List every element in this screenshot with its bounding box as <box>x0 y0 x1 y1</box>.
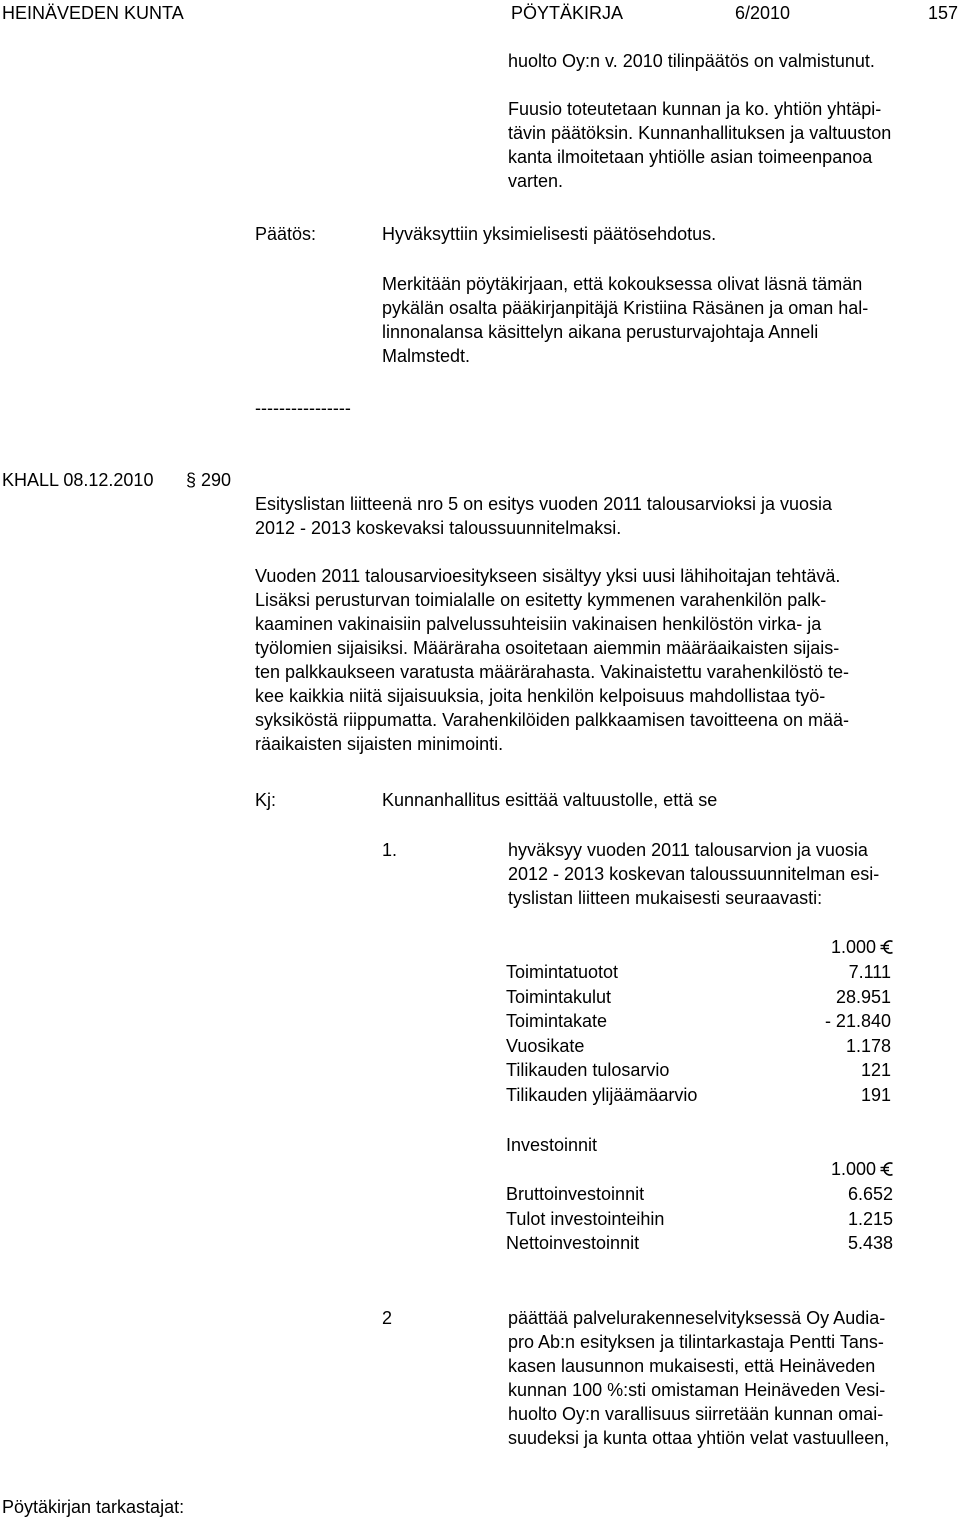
section-body: Vuoden 2011 talousarvioesitykseen sisältyy yksi uusi lähihoitajan tehtävä. Lisäksi perusturvan toimialalle on esitetty kymmenen varahenkilön palk- kaaminen vakinaisiin palvelussuhteisiin vakinaisen henkilöstön virka- ja työlomien sijaisiksi. Määräraha osoitetaan aiemmin määräaikaisten sijais- ten palkkaukseen varatusta määrärahasta. Vakinaistettu varahenkilöstö te- kee kaikkia niitä sijaisuuksia, joita henkilön kelpoisuus mahdollistaa työ- syksiköstä riippumatta. Varahenkilöiden palkkaamisen tavoitteena on mää- räaikaisten sijaisten minimointi. <box>255 566 849 754</box>
budget-unit-value: 1.000 <box>830 937 876 957</box>
table-row-label: Bruttoinvestoinnit <box>506 1184 645 1204</box>
euro-icon <box>880 1161 894 1177</box>
inspectors-label: Pöytäkirjan tarkastajat: <box>2 1497 185 1517</box>
table-row-label: Tulot investointeihin <box>506 1208 665 1229</box>
prev-paragraph-1: huolto Oy:n v. 2010 tilinpäätös on valmistunut. <box>508 51 875 71</box>
section-separator: ---------------- <box>255 398 351 418</box>
decision-text: Hyväksyttiin yksimielisesti päätösehdotus. <box>382 224 717 244</box>
decision-label: Päätös: <box>255 224 317 244</box>
table-row-value: 121 <box>860 1060 891 1081</box>
table-row-label: Toimintakulut <box>506 986 612 1007</box>
investments-unit-value: 1.000 <box>830 1159 876 1179</box>
table-row-value: 5.438 <box>847 1233 893 1254</box>
investments-unit <box>740 1157 894 1181</box>
kj-label: Kj: <box>255 790 277 810</box>
table-row-value: 7.111 <box>848 962 891 982</box>
item-1-number: 1. <box>382 840 398 860</box>
table-row-value: - 21.840 <box>824 1011 891 1032</box>
item-2-number: 2 <box>382 1308 393 1328</box>
table-row-label: Toimintakate <box>506 1011 608 1032</box>
table-row-value: 1.178 <box>845 1035 891 1056</box>
item-1-text: hyväksyy vuoden 2011 talousarvion ja vuosia 2012 - 2013 koskevan taloussuunnitelman esi- tyslistan liitteen mukaisesti seuraavasti: <box>508 840 880 908</box>
table-row-label: Tilikauden tulosarvio <box>506 1060 670 1081</box>
prev-paragraph-2: Fuusio toteutetaan kunnan ja ko. yhtiön yhtäpi- tävin päätöksin. Kunnanhallituksen ja valtuuston kanta ilmoitetaan yhtiölle asian toimeenpanoa varten. <box>508 99 892 191</box>
table-row-label: Vuosikate <box>506 1035 585 1056</box>
budget-unit <box>740 935 894 959</box>
section-sign: § <box>186 470 197 490</box>
header-org: HEINÄVEDEN KUNTA <box>2 3 184 23</box>
header-doc-number: 6/2010 <box>735 3 791 23</box>
table-row-value: 191 <box>860 1085 891 1105</box>
section-intro: Esityslistan liitteenä nro 5 on esitys vuoden 2011 talousarvioksi ja vuosia 2012 - 2013 koskevaksi taloussuunnitelmaksi. <box>255 494 832 538</box>
table-row-value: 6.652 <box>847 1184 893 1204</box>
attendance-note: Merkitään pöytäkirjaan, että kokouksessa olivat läsnä tämän pykälän osalta pääkirjanpitäjä Kristiina Räsänen ja oman hal- linnonalansa käsittelyn aikana perusturvajohtaja Anneli Malmstedt. <box>382 274 869 366</box>
paragraph-number-value: 290 <box>201 470 232 490</box>
table-row-value: 28.951 <box>835 986 891 1007</box>
investments-title: Investoinnit <box>506 1135 598 1155</box>
paragraph-number <box>186 468 231 492</box>
section-reference: KHALL 08.12.2010 <box>2 470 154 490</box>
header-page-number: 157 <box>928 3 959 23</box>
euro-icon <box>880 939 894 955</box>
table-row-value: 1.215 <box>847 1208 893 1229</box>
table-row-label: Toimintatuotot <box>506 962 619 982</box>
kj-text: Kunnanhallitus esittää valtuustolle, että se <box>382 790 718 810</box>
table-row-label: Tilikauden ylijäämäarvio <box>506 1085 698 1105</box>
item-2-text: päättää palvelurakenneselvityksessä Oy Audia- pro Ab:n esityksen ja tilintarkastaja Pentti Tans- kasen lausunnon mukaisesti, että Heinäveden kunnan 100 %:sti omistaman Heinäveden Vesi- huolto Oy:n varallisuus siirretään kunnan omai- suudeksi ja kunta ottaa yhtiön velat vastuulleen, <box>508 1308 890 1448</box>
header-doc-type: PÖYTÄKIRJA <box>511 3 624 23</box>
table-row-label: Nettoinvestoinnit <box>506 1233 640 1254</box>
